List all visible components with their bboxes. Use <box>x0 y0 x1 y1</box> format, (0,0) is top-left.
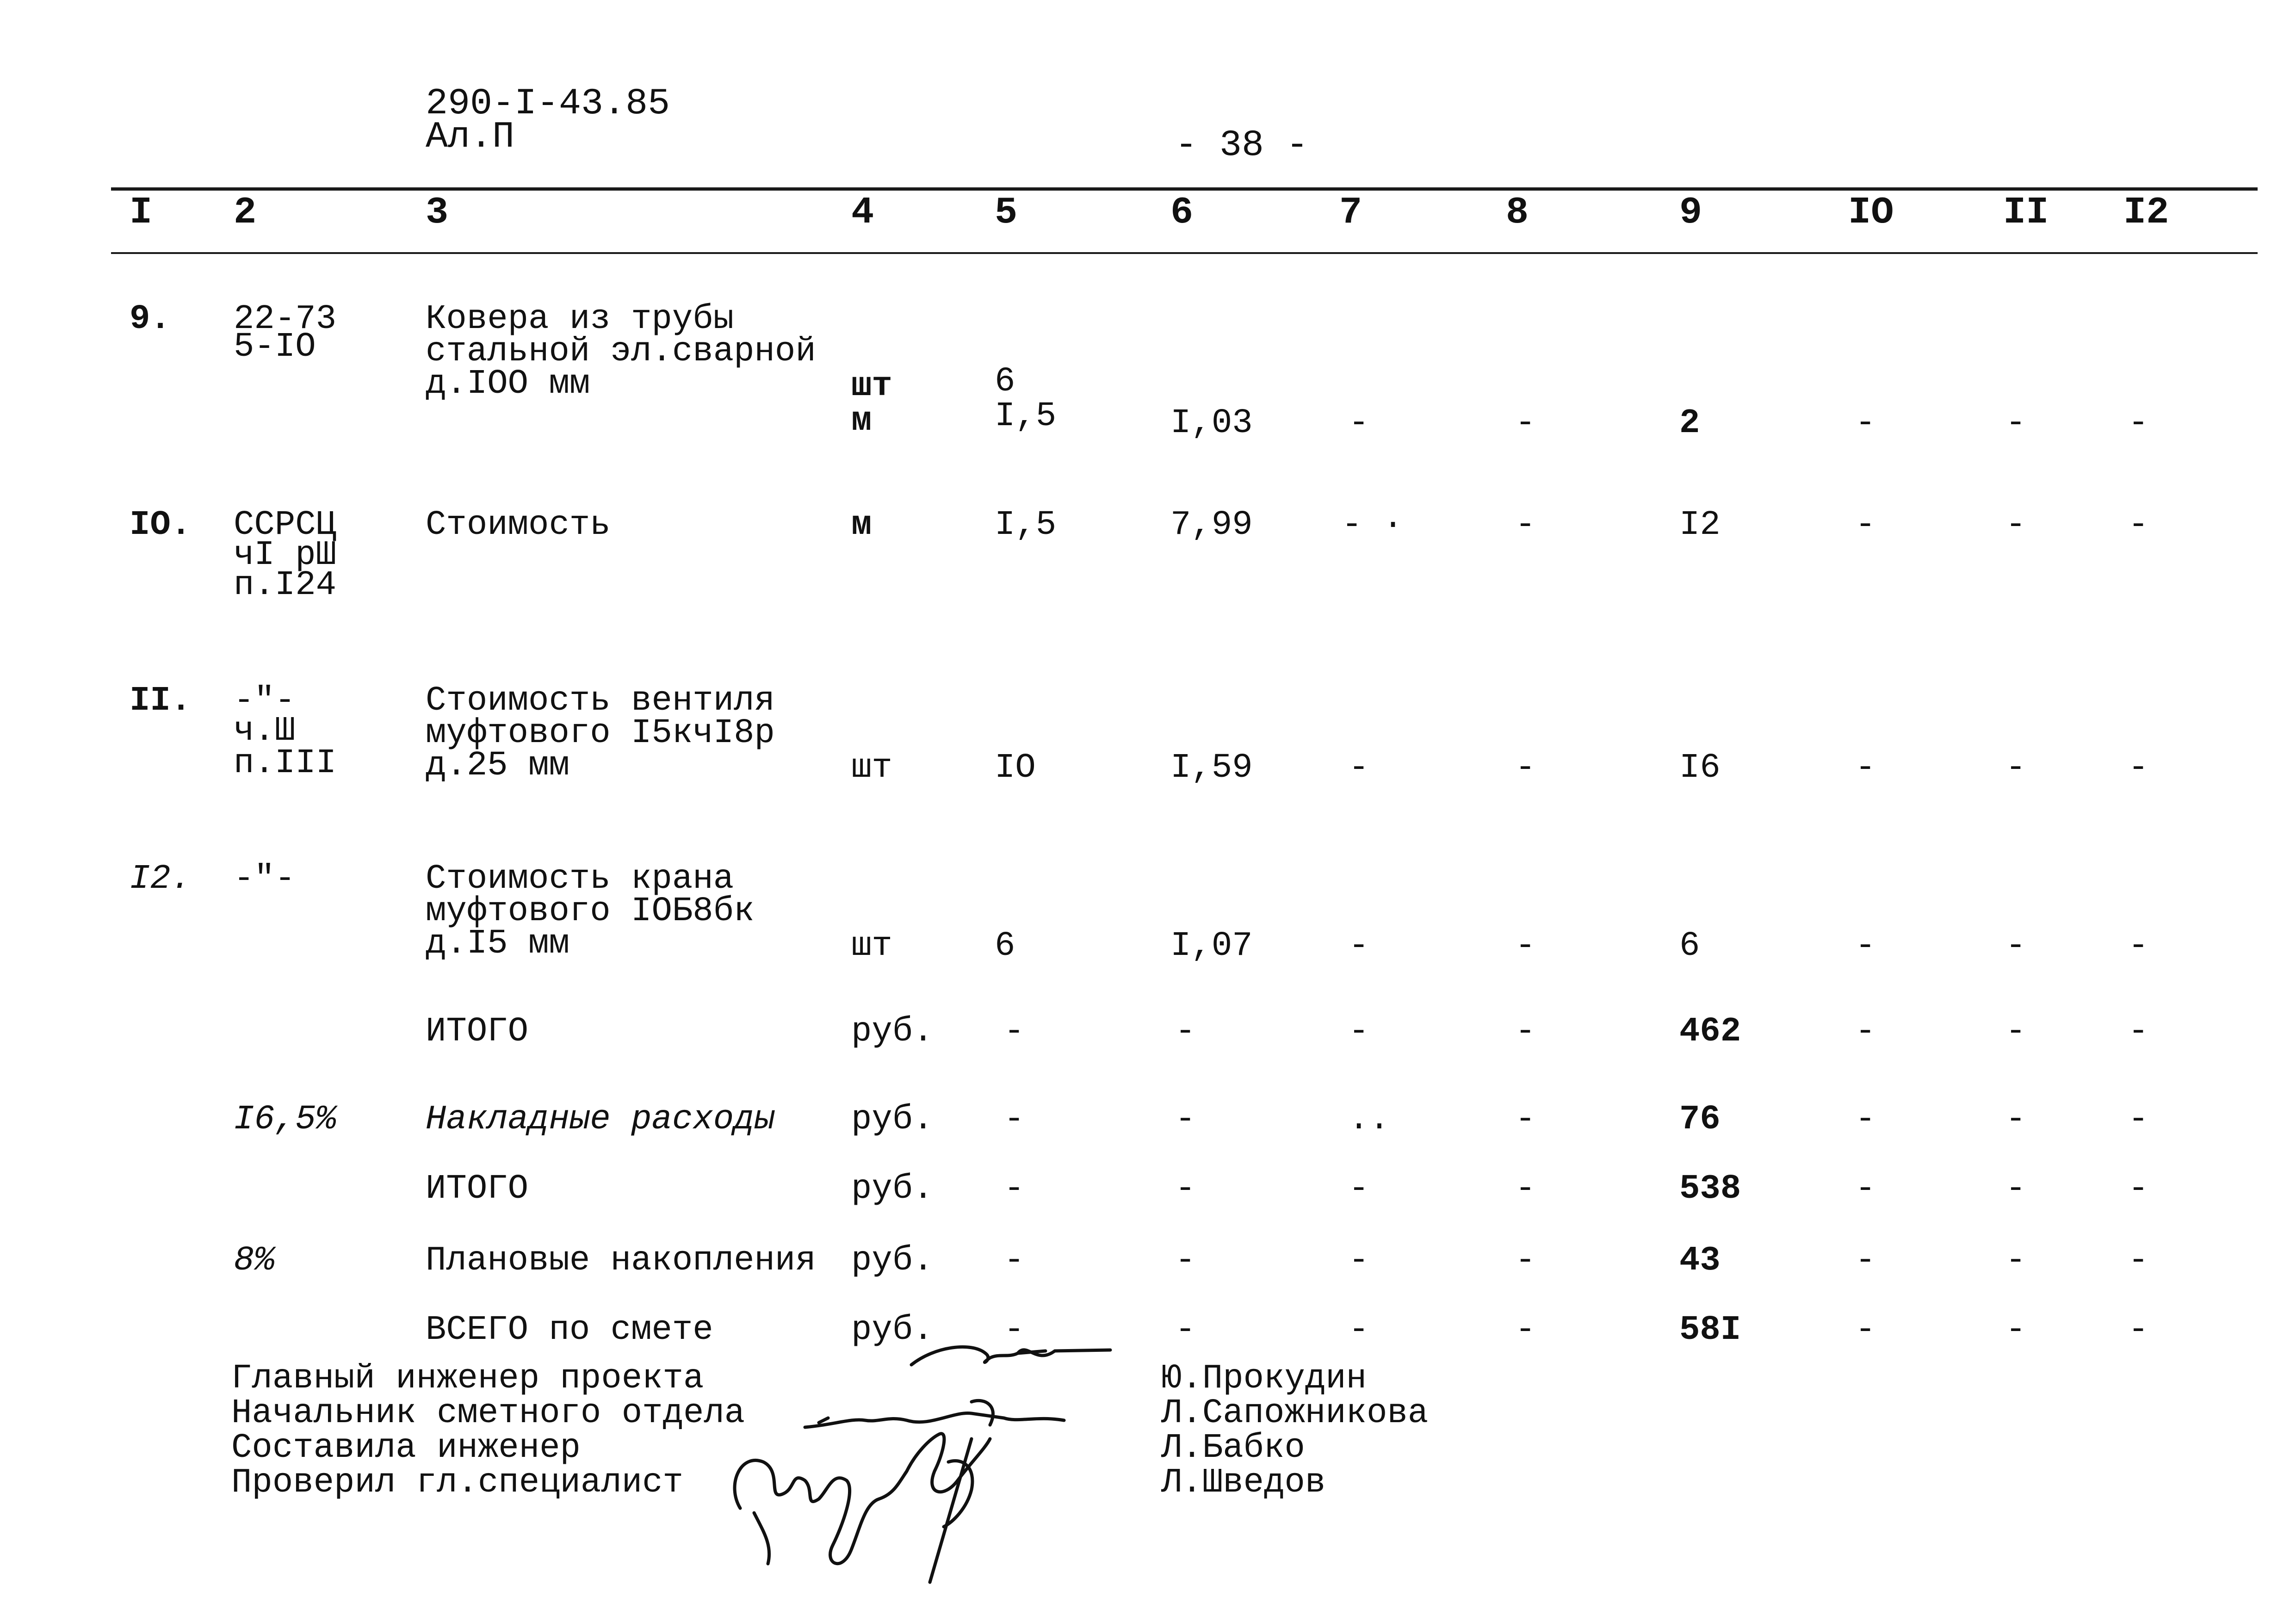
total-description: Плановые накопления <box>426 1241 816 1280</box>
total-col9: 43 <box>1679 1241 1720 1280</box>
row-col11: - <box>2005 927 2026 966</box>
total-col8: - <box>1515 1311 1536 1350</box>
total-col8: - <box>1515 1012 1536 1051</box>
col-header-9: 9 <box>1679 191 1702 234</box>
total-reference: I6,5% <box>234 1100 337 1139</box>
total-unit: руб. <box>851 1100 934 1139</box>
col-header-3: 3 <box>426 191 449 234</box>
sheet-label: Ал.П <box>426 116 515 158</box>
total-col5: - <box>1004 1170 1025 1208</box>
signatory-role: Начальник сметного отдела <box>231 1394 745 1433</box>
row-description: д.IOO мм <box>426 365 590 403</box>
total-col10: - <box>1855 1170 1876 1208</box>
row-description: Стоимость <box>426 506 611 545</box>
total-col7: - <box>1349 1170 1369 1208</box>
row-quantity: I,5 <box>995 506 1057 545</box>
row-col9: 6 <box>1679 927 1700 966</box>
total-col11: - <box>2005 1012 2026 1051</box>
row-col10: - <box>1855 404 1876 443</box>
total-col10: - <box>1855 1100 1876 1139</box>
total-reference: 8% <box>234 1241 275 1280</box>
total-col7: - <box>1349 1311 1369 1350</box>
row-unit: шт <box>851 749 892 787</box>
handwritten-signatures <box>712 1332 1147 1610</box>
total-col5: - <box>1004 1311 1025 1350</box>
row-col11: - <box>2005 749 2026 787</box>
row-reference: -"- <box>234 681 296 720</box>
row-col6: I,59 <box>1170 749 1253 787</box>
total-col12: - <box>2128 1311 2149 1350</box>
col-header-8: 8 <box>1506 191 1529 234</box>
row-col10: - <box>1855 927 1876 966</box>
row-unit: м <box>851 506 872 545</box>
total-description: ИТОГО <box>426 1012 529 1051</box>
total-col12: - <box>2128 1241 2149 1280</box>
row-unit: шт <box>851 927 892 966</box>
row-reference: -"- <box>234 860 296 898</box>
row-description: Ковера из трубы <box>426 300 734 339</box>
row-quantity: IO <box>995 749 1036 787</box>
row-col9: 2 <box>1679 404 1700 443</box>
row-description: д.I5 мм <box>426 924 569 963</box>
row-number: 9. <box>130 300 171 339</box>
col-header-7: 7 <box>1339 191 1362 234</box>
total-col11: - <box>2005 1311 2026 1350</box>
row-col6: I,03 <box>1170 404 1253 443</box>
col-header-11: II <box>2003 191 2049 234</box>
signatory-role: Проверил гл.специалист <box>231 1463 683 1502</box>
row-reference: чI рШ <box>234 536 337 575</box>
total-col10: - <box>1855 1012 1876 1051</box>
row-col6: 7,99 <box>1170 506 1253 545</box>
row-unit: шт <box>851 367 892 406</box>
signatory-role: Составила инженер <box>231 1429 581 1468</box>
row-col11: - <box>2005 506 2026 545</box>
row-col9: I6 <box>1679 749 1720 787</box>
signatory-name: Ю.Прокудин <box>1161 1359 1367 1398</box>
signatory-role: Главный инженер проекта <box>231 1359 704 1398</box>
col-header-6: 6 <box>1170 191 1194 234</box>
col-header-12: I2 <box>2123 191 2169 234</box>
row-reference: ССРСЦ <box>234 506 337 545</box>
row-col8: - <box>1515 749 1536 787</box>
total-col6: - <box>1175 1100 1196 1139</box>
header-top-rule <box>111 187 2258 191</box>
total-col5: - <box>1004 1241 1025 1280</box>
total-col5: - <box>1004 1100 1025 1139</box>
col-header-10: IO <box>1848 191 1894 234</box>
total-col8: - <box>1515 1241 1536 1280</box>
row-col12: - <box>2128 404 2149 443</box>
total-unit: руб. <box>851 1241 934 1280</box>
total-col11: - <box>2005 1241 2026 1280</box>
row-number: I2. <box>130 860 192 898</box>
total-col10: - <box>1855 1311 1876 1350</box>
row-number: IO. <box>130 506 192 545</box>
row-quantity: 6 <box>995 362 1015 401</box>
row-description: Стоимость крана <box>426 860 734 898</box>
total-col6: - <box>1175 1241 1196 1280</box>
row-col12: - <box>2128 927 2149 966</box>
total-col6: - <box>1175 1170 1196 1208</box>
total-col9: 76 <box>1679 1100 1720 1139</box>
total-col12: - <box>2128 1170 2149 1208</box>
total-col7: - <box>1349 1241 1369 1280</box>
total-col7: .. <box>1349 1100 1390 1139</box>
row-reference: 5-IO <box>234 328 316 366</box>
total-description: ВСЕГО по смете <box>426 1311 713 1350</box>
row-reference: п.I24 <box>234 566 337 605</box>
col-header-1: I <box>130 191 153 234</box>
row-reference: п.III <box>234 744 337 783</box>
total-col8: - <box>1515 1170 1536 1208</box>
row-col11: - <box>2005 404 2026 443</box>
row-col6: I,07 <box>1170 927 1253 966</box>
row-description: д.25 мм <box>426 746 569 785</box>
row-col8: - <box>1515 404 1536 443</box>
total-unit: руб. <box>851 1311 934 1350</box>
total-col11: - <box>2005 1100 2026 1139</box>
row-description: муфтового I5кчI8р <box>426 714 775 753</box>
total-description: ИТОГО <box>426 1170 529 1208</box>
row-col12: - <box>2128 506 2149 545</box>
row-col7: - · <box>1342 506 1404 545</box>
row-quantity: I,5 <box>995 397 1057 436</box>
total-col5: - <box>1004 1012 1025 1051</box>
row-col7: - <box>1349 404 1369 443</box>
signatory-name: Л.Шведов <box>1161 1463 1326 1502</box>
row-number: II. <box>130 681 192 720</box>
row-col9: I2 <box>1679 506 1720 545</box>
row-reference: ч.Ш <box>234 712 296 750</box>
signatory-name: Л.Бабко <box>1161 1429 1305 1468</box>
col-header-4: 4 <box>851 191 874 234</box>
document-code: 290-I-43.85 <box>426 83 670 125</box>
total-col8: - <box>1515 1100 1536 1139</box>
row-col12: - <box>2128 749 2149 787</box>
row-description: муфтового IOБ8бк <box>426 892 755 931</box>
row-col8: - <box>1515 927 1536 966</box>
total-col7: - <box>1349 1012 1369 1051</box>
total-col6: - <box>1175 1311 1196 1350</box>
row-col10: - <box>1855 749 1876 787</box>
row-description: Стоимость вентиля <box>426 681 775 720</box>
total-unit: руб. <box>851 1012 934 1051</box>
header-bottom-rule <box>111 252 2258 254</box>
row-col10: - <box>1855 506 1876 545</box>
col-header-5: 5 <box>995 191 1018 234</box>
total-col9: 58I <box>1679 1311 1741 1350</box>
row-description: стальной эл.сварной <box>426 332 816 371</box>
total-col6: - <box>1175 1012 1196 1051</box>
total-description: Накладные расходы <box>426 1100 775 1139</box>
total-col12: - <box>2128 1100 2149 1139</box>
total-col11: - <box>2005 1170 2026 1208</box>
signatory-name: Л.Сапожникова <box>1161 1394 1429 1433</box>
total-col12: - <box>2128 1012 2149 1051</box>
total-col9: 462 <box>1679 1012 1741 1051</box>
row-reference: 22-73 <box>234 300 337 339</box>
total-col10: - <box>1855 1241 1876 1280</box>
total-col9: 538 <box>1679 1170 1741 1208</box>
row-col8: - <box>1515 506 1536 545</box>
page-number: - 38 - <box>1175 124 1309 167</box>
total-unit: руб. <box>851 1170 934 1208</box>
row-col7: - <box>1349 927 1369 966</box>
col-header-2: 2 <box>234 191 257 234</box>
row-quantity: 6 <box>995 927 1015 966</box>
row-unit: м <box>851 402 872 440</box>
row-col7: - <box>1349 749 1369 787</box>
